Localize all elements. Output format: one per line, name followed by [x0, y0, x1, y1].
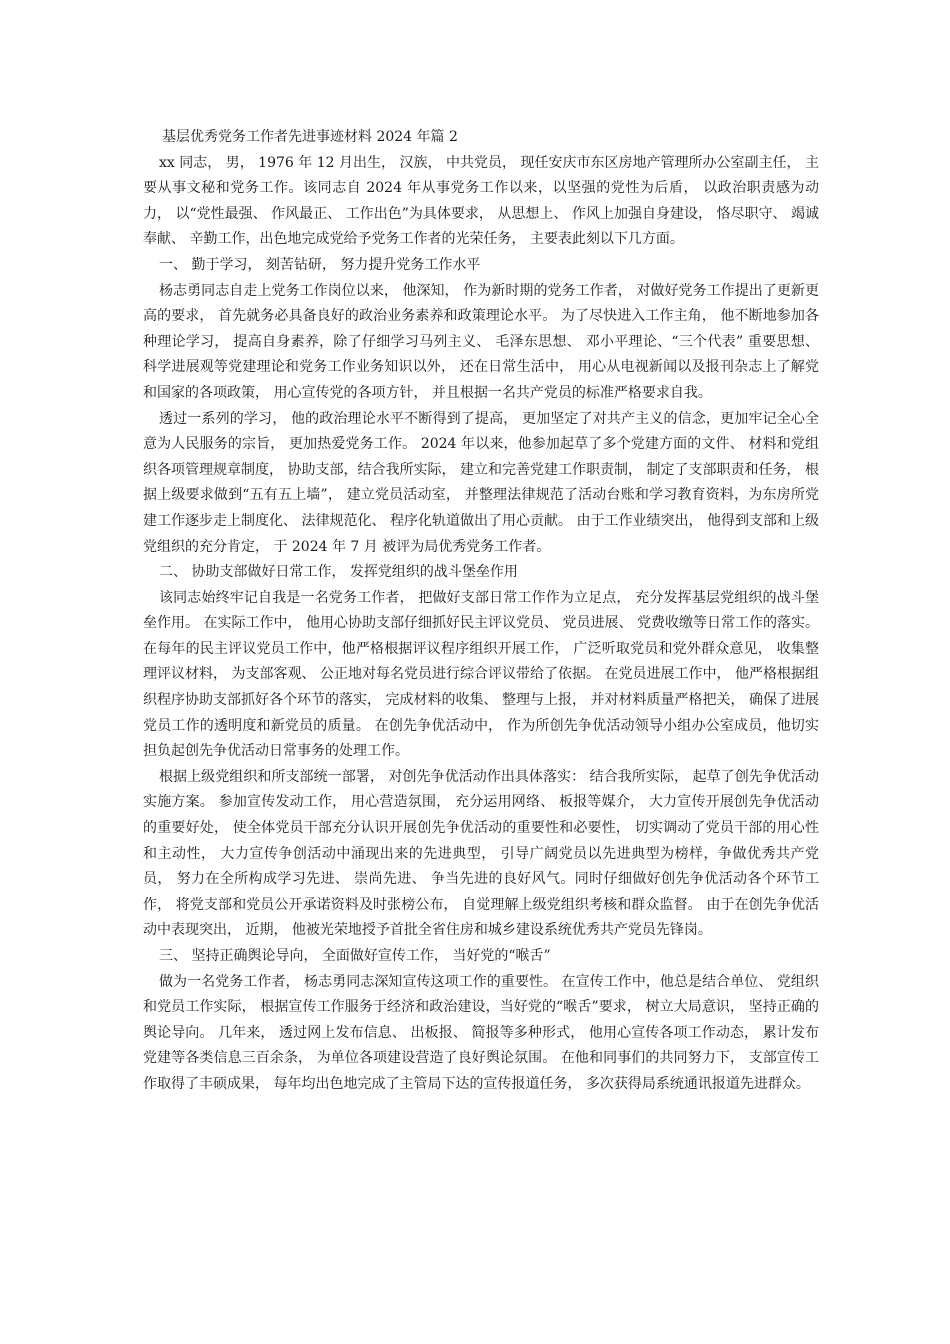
paragraph-study-results: 透过一系列的学习， 他的政治理论水平不断得到了提高， 更加坚定了对共产主义的信念，更加牢记全心全意为人民服务的宗旨， 更加热爱党务工作。 2024 年以来，他参加起草了多个党建方面的文件、 材料和党组织各项管理规章制度， 协助支部，结合我所实际， 建立和完善党建工作职责制， 制定了支部职责和任务， 根据上级要求做到“五有五上墙”， 建立党员活动室， 并整理法律规范了活动台账和学习教育资料，为东房所党建工作逐步走上制度化、 法律规范化、 程序化轨道做出了用心贡献。 由于工作业绩突出， 他得到支部和上级党组织的充分肯定， 于 2024 年 7 月 被评为局优秀党务工作者。 — [143, 410, 819, 555]
section-heading-3: 三、 坚持正确舆论导向， 全面做好宣传工作， 当好党的“喉舌” — [159, 948, 551, 964]
paragraph-intro: xx 同志， 男， 1976 年 12 月出生， 汉族， 中共党员， 现任安庆市东区房地产管理所办公室副主任， 主要从事文秘和党务工作。该同志自 2024 年从事党务工作以来，以坚强的党性为后盾， 以政治职责感为动力， 以“党性最强、 作风最正、 工作出色”为具体要求， 从思想上、 作风上加强自身建设， 恪尽职守、 竭诚奉献、 辛勤工作，出色地完成党给予党务工作者的光荣任务， 主要表此刻以下几方面。 — [143, 154, 819, 248]
paragraph-study: 杨志勇同志自走上党务工作岗位以来， 他深知， 作为新时期的党务工作者， 对做好党务工作提出了更新更高的要求， 首先就务必具备良好的政治业务素养和政策理论水平。 为了尽快进入工作主角， 他不断地参加各种理论学习， 提高自身素养，除了仔细学习马列主义、 毛泽东思想、 邓小平理论、“三个代表” 重要思想、 科学进展观等党建理论和党务工作业务知识以外， 还在日常生活中， 用心从电视新闻以及报刊杂志上了解党和国家的各项政策， 用心宣传党的各项方针， 并且根据一名共产党员的标准严格要求自我。 — [143, 282, 819, 401]
document-title: 基层优秀党务工作者先进事迹材料 2024 年篇 2 — [162, 129, 458, 145]
paragraph-daily-work: 该同志始终牢记自我是一名党务工作者， 把做好支部日常工作作为立足点， 充分发挥基层党组织的战斗堡垒作用。 在实际工作中， 他用心协助支部仔细抓好民主评议党员、 党员进展、 党费收缴等日常工作的落实。 在每年的民主评议党员工作中，他严格根据评议程序组织开展工作， 广泛听取党员和党外群众意见， 收集整理评议材料， 为支部客观、 公正地对每名党员进行综合评议带给了依据。 在党员进展工作中， 他严格根据组织程序协助支部抓好各个环节的落实， 完成材料的收集、 整理与上报， 并对材料质量严格把关， 确保了进展党员工作的透明度和新党员的质量。 在创先争优活动中， 作为所创先争优活动领导小组办公室成员，他切实担负起创先争优活动日常事务的处理工作。 — [143, 589, 819, 760]
section-heading-1: 一、 勤于学习， 刻苦钻研， 努力提升党务工作水平 — [159, 256, 481, 273]
document-page — [143, 125, 819, 1098]
paragraph-excellence-activity: 根据上级党组织和所支部统一部署， 对创先争优活动作出具体落实： 结合我所实际， 起草了创先争优活动实施方案。 参加宣传发动工作， 用心营造氛围， 充分运用网络、 板报等媒介， 大力宣传开展创先争优活动的重要好处， 使全体党员干部充分认识开展创先争优活动的重要性和必要性， 切实调动了党员干部的用心性和主动性， 大力宣传争创活动中涌现出来的先进典型， 引导广阔党员以先进典型为榜样，争做优秀共产党员， 努力在全所构成学习先进、 崇尚先进、 争当先进的良好风气。同时仔细做好创先争优活动各个环节工作， 将党支部和党员公开承诺资料及时张榜公布， 自觉理解上级党组织考核和群众监督。 由于在创先争优活动中表现突出， 近期， 他被光荣地授予首批全省住房和城乡建设系统优秀共产党员先锋岗。 — [143, 768, 819, 939]
paragraph-publicity: 做为一名党务工作者， 杨志勇同志深知宣传这项工作的重要性。 在宣传工作中，他总是结合单位、 党组织和党员工作实际， 根据宣传工作服务于经济和政治建设，当好党的“喉舌”要求， 树立大局意识， 坚持正确的舆论导向。 几年来， 透过网上发布信息、 出板报、 简报等多种形式， 他用心宣传各项工作动态， 累计发布党建等各类信息三百余条， 为单位各项建设营造了良好舆论氛围。 在他和同事们的共同努力下， 支部宣传工作取得了丰硕成果， 每年均出色地完成了主管局下达的宣传报道任务， 多次获得局系统通讯报道先进群众。 — [143, 973, 819, 1092]
section-heading-2: 二、 协助支部做好日常工作， 发挥党组织的战斗堡垒作用 — [159, 564, 518, 581]
